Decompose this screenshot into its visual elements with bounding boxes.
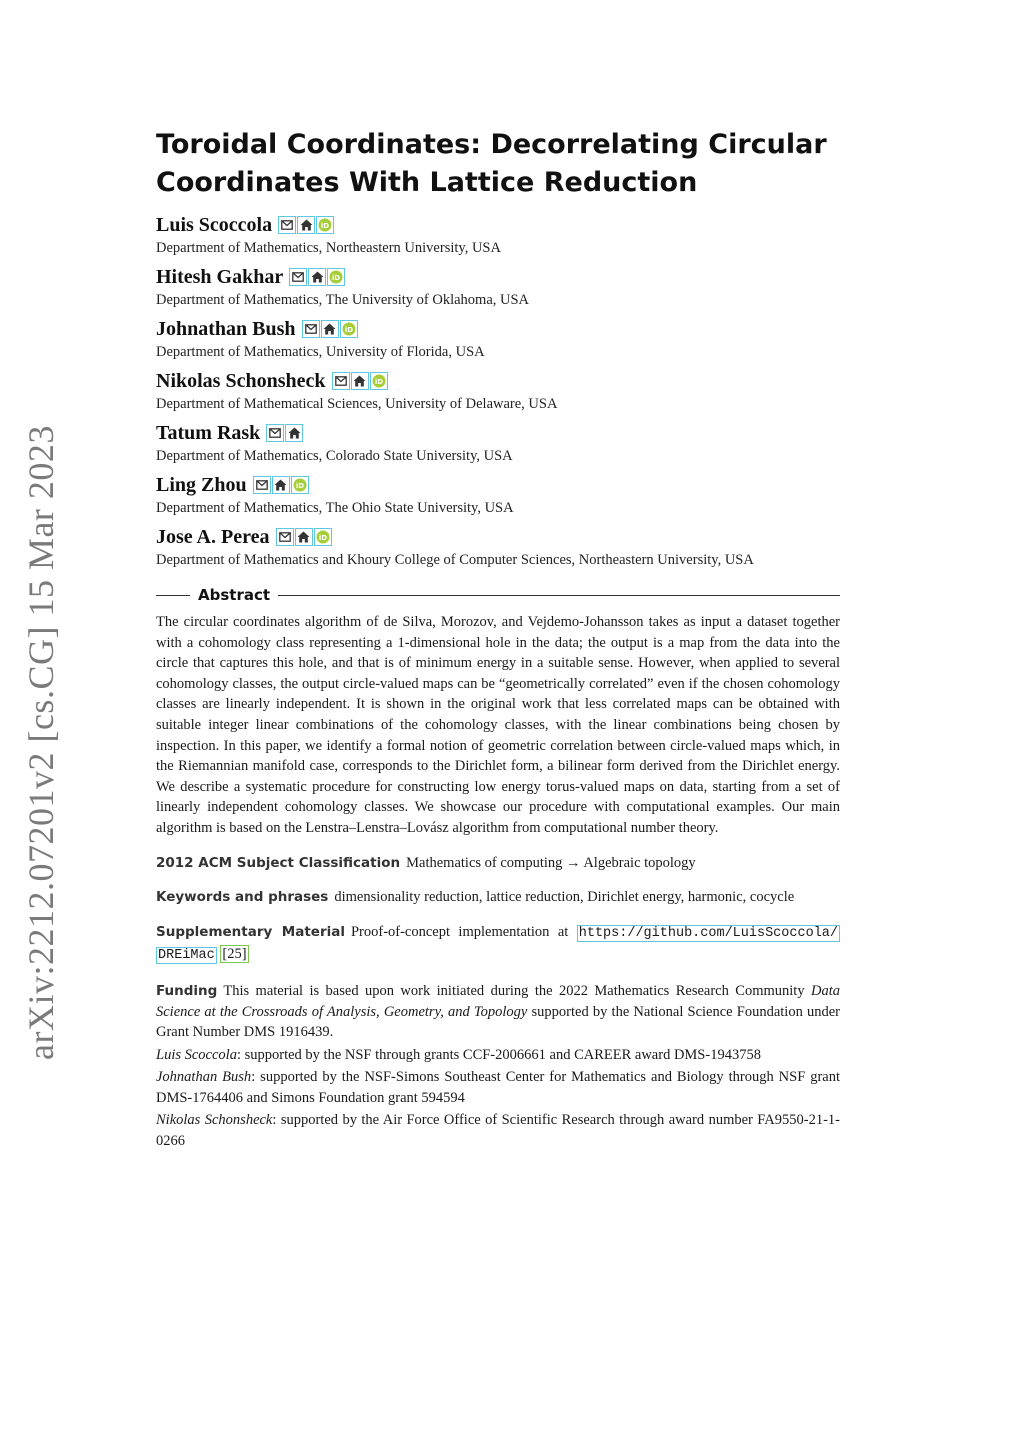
home-icon[interactable] [272,476,290,494]
author-name-line [156,472,840,498]
home-icon[interactable] [351,372,369,390]
svg-text:iD: iD [295,482,304,490]
author-affiliation: Department of Mathematical Sciences, University of Delaware, USA [156,396,558,412]
acm-text: Mathematics of computing → Algebraic topology [406,854,696,871]
author-entry [156,524,840,570]
paper-first-page [156,126,840,1152]
svg-text:iD: iD [332,274,341,282]
svg-text:iD: iD [374,378,383,386]
author-affiliation: Department of Mathematics, University of Florida, USA [156,344,485,360]
home-icon[interactable] [321,320,339,338]
author-entry [156,472,840,518]
grant-list [156,1045,840,1152]
orcid-icon[interactable] [314,528,332,546]
grant-entry [156,1067,840,1108]
grant-recipient: Luis Scoccola [156,1046,237,1063]
paper-title: Toroidal Coordinates: Decorrelating Circular Coordinates With Lattice Reduction [156,129,827,198]
author-name: Hitesh Gakhar [156,265,284,288]
funding-section [156,981,840,1152]
author-name: Ling Zhou [156,473,247,496]
author-affiliation: Department of Mathematics, The Ohio State University, USA [156,500,514,516]
abstract-rule-right [278,595,840,596]
svg-text:iD: iD [318,534,327,542]
author-links [289,268,346,286]
email-icon[interactable] [302,320,320,338]
funding-paragraph [156,981,840,1043]
author-affiliation: Department of Mathematics, The University of Oklahoma, USA [156,292,530,308]
abstract-title: Abstract [198,586,271,604]
home-icon[interactable] [295,528,313,546]
author-name: Luis Scoccola [156,213,273,236]
orcid-icon[interactable] [340,320,358,338]
author-name-line [156,420,840,446]
author-entry [156,264,840,310]
keywords-text: dimensionality reduction, lattice reduction, Dirichlet energy, harmonic, cocycle [334,889,795,906]
acm-classification [156,853,840,874]
repository-link-continued[interactable]: DREiMac [158,948,215,964]
abstract-text: The circular coordinates algorithm of de Silva, Morozov, and Vejdemo-Johansson takes as input a dataset together with a cohomology class representing a 1-dimensional hole in the data; the output is a map from the data into the circle that captures this hole, and that is of minimum energy in a suitable sense. However, when applied to several cohomology classes, the output circle-valued maps can be “geometrically correlated” even if the chosen cohomology classes are linearly independent. It is shown in the original work that less correlated maps can be obtained with suitable integer linear combinations of the cohomology classes, with the linear combinations being chosen by inspection. In this paper, we identify a formal notion of geometric correlation between circle-valued maps which, in the Riemannian manifold case, corresponds to the Dirichlet form, a bilinear form derived from the Dirichlet energy. We describe a systematic procedure for constructing low energy torus-valued maps on data, starting from a set of linearly independent cohomology classes. We showcase our procedure with computational examples. Our main algorithm is based on the Lenstra–Lenstra–Lovász algorithm from computational number theory. [156,614,840,836]
author-links [278,216,335,234]
arxiv-identifier: arXiv:2212.07201v2 [cs.CG] 15 Mar 2023 [21,425,61,1060]
author-entry [156,316,840,362]
svg-text:iD: iD [344,326,353,334]
author-name: Tatum Rask [156,421,261,444]
email-icon[interactable] [289,268,307,286]
citation-link[interactable]: [25] [222,946,247,963]
abstract-heading [156,586,840,604]
svg-text:iD: iD [321,222,330,230]
home-icon[interactable] [297,216,315,234]
supplementary-text: Proof-of-concept implementation at [350,923,569,940]
author-name-line [156,368,840,394]
author-links [266,424,304,442]
email-icon[interactable] [253,476,271,494]
grant-text: : supported by the NSF-Simons Southeast Center for Mathematics and Biology through NSF grant DMS-1764406 and Simons Foundation grant 594594 [156,1069,841,1106]
orcid-icon[interactable] [327,268,345,286]
author-affiliation: Department of Mathematics, Northeastern University, USA [156,240,501,256]
author-links [276,528,333,546]
citation-number: 25 [227,946,242,963]
orcid-icon[interactable] [291,476,309,494]
supplementary-material [156,922,840,967]
author-links [302,320,359,338]
keywords-label: Keywords and phrases [156,889,329,906]
orcid-icon[interactable] [316,216,334,234]
orcid-icon[interactable] [370,372,388,390]
email-icon[interactable] [278,216,296,234]
author-name-line [156,316,840,342]
author-entry [156,212,840,258]
author-links [253,476,310,494]
grant-recipient: Nikolas Schonsheck [156,1112,273,1129]
author-name-line [156,264,840,290]
grant-recipient: Johnathan Bush [156,1069,252,1086]
funding-program: Data Science at the Crossroads of Analysis, Geometry, and Topology [156,982,840,1020]
email-icon[interactable] [266,424,284,442]
abstract-rule-left [156,595,190,596]
author-name-line [156,212,840,238]
author-affiliation: Department of Mathematics, Colorado State University, USA [156,448,513,464]
grant-text: : supported by the Air Force Office of Scientific Research through award number FA9550-21-1-0266 [156,1112,840,1150]
funding-text-after: supported by the National Science Foundation under Grant Number DMS 1916439. [156,1003,840,1041]
home-icon[interactable] [285,424,303,442]
repository-link[interactable]: https://github.com/LuisScoccola/ [578,925,838,941]
home-icon[interactable] [308,268,326,286]
email-icon[interactable] [332,372,350,390]
grant-entry [156,1045,840,1066]
author-name: Jose A. Perea [156,525,270,548]
grant-entry [156,1110,840,1151]
keywords [156,887,840,908]
author-name: Johnathan Bush [156,317,296,340]
author-affiliation: Department of Mathematics and Khoury College of Computer Sciences, Northeastern University, USA [156,552,754,568]
funding-text-before: This material is based upon work initiated during the 2022 Mathematics Research Community [223,982,805,999]
author-name: Nikolas Schonsheck [156,369,326,392]
author-entry [156,420,840,466]
grant-text: : supported by the NSF through grants CCF-2006661 and CAREER award DMS-1943758 [236,1046,761,1063]
acm-label: 2012 ACM Subject Classification [156,854,401,871]
author-list [156,212,840,570]
author-entry [156,368,840,414]
funding-label: Funding [156,982,218,999]
email-icon[interactable] [276,528,294,546]
author-links [332,372,389,390]
supplementary-label: Supplementary Material [156,923,345,940]
author-name-line [156,524,840,550]
